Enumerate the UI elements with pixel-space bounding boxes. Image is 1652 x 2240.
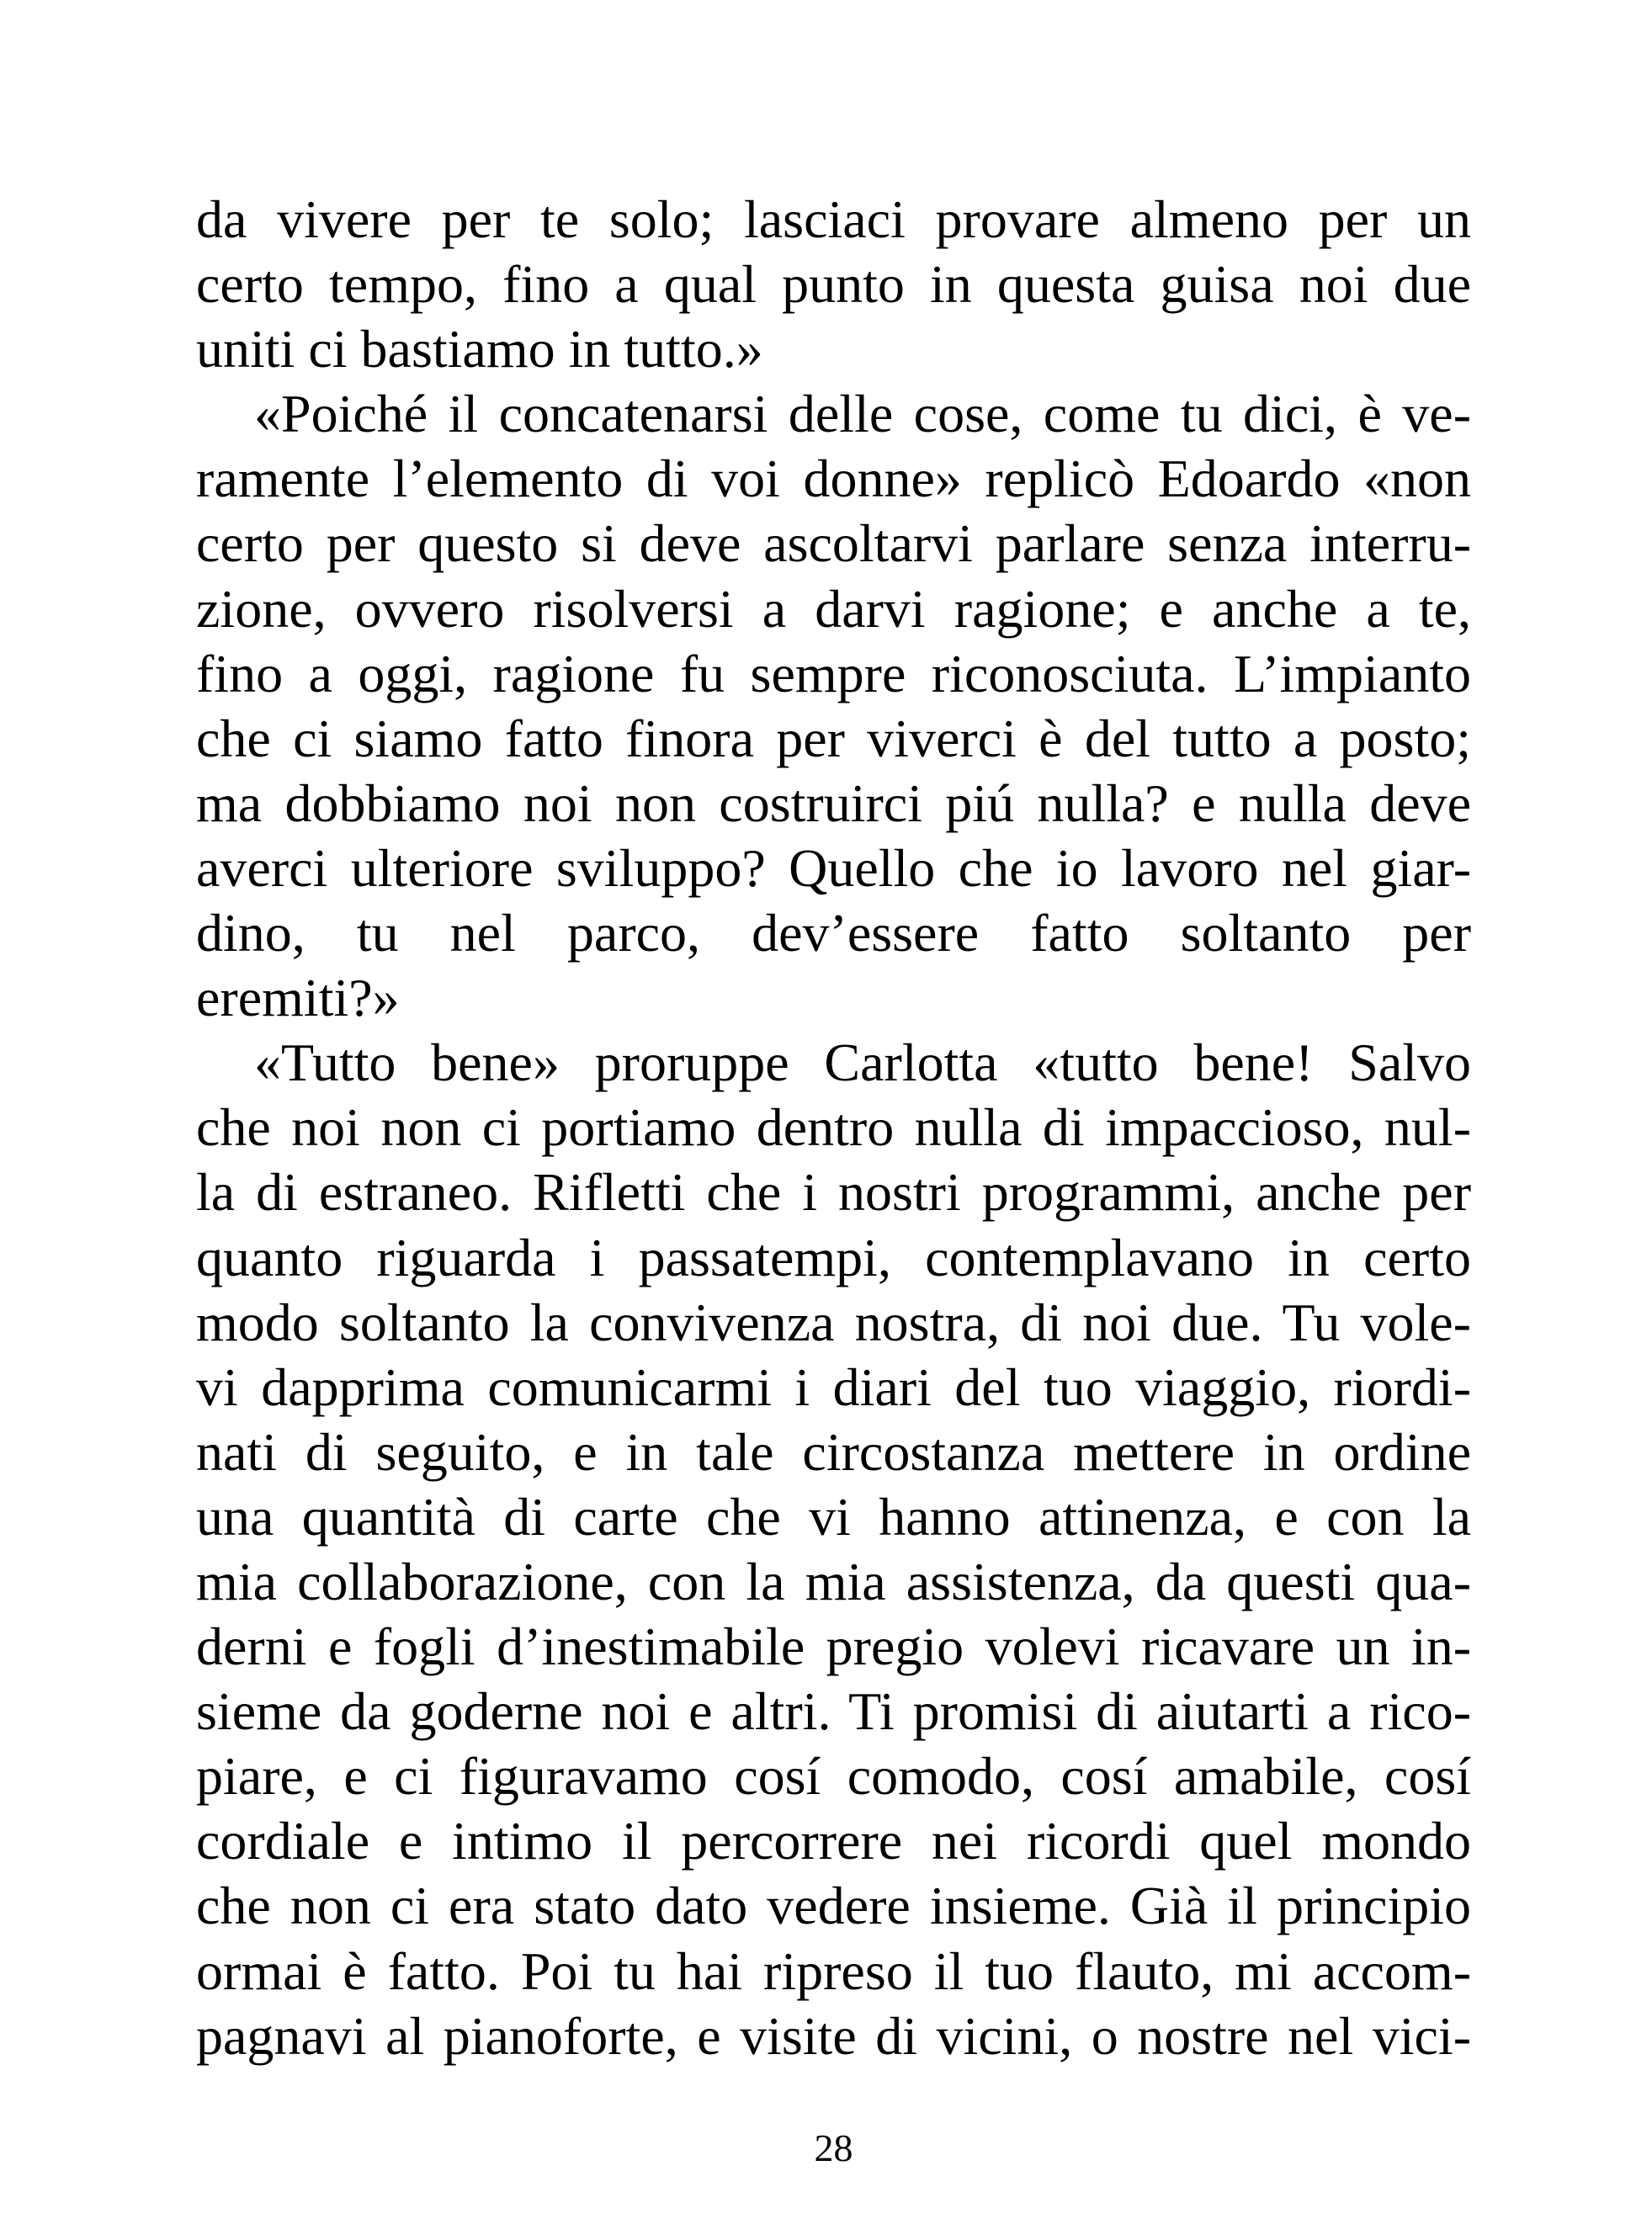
text-line: eremiti?»	[196, 968, 400, 1028]
text-line: certo tempo, fino a qual punto in questa guisa noi due	[196, 254, 1471, 315]
text-line: mia collaborazione, con la mia assistenza, da questi qua-	[196, 1551, 1471, 1611]
text-line: pagnavi al pianoforte, e visite di vicini, o nostre nel vici-	[196, 2005, 1471, 2066]
text-line: modo soltanto la convivenza nostra, di noi due. Tu vole-	[196, 1292, 1471, 1352]
text-line: piare, e ci figuravamo cosí comodo, cosí amabile, cosí	[196, 1746, 1471, 1807]
text-line: ramente l’elemento di voi donne» replicò Edoardo «non	[196, 449, 1471, 509]
text-line: che noi non ci portiamo dentro nulla di impaccioso, nul-	[196, 1097, 1471, 1158]
text-line: zione, ovvero risolversi a darvi ragione; e anche a te,	[196, 578, 1471, 639]
text-line: cordiale e intimo il percorrere nei ricordi quel mondo	[196, 1811, 1471, 1871]
text-line: da vivere per te solo; lasciaci provare almeno per un	[196, 189, 1471, 249]
text-line: uniti ci bastiamo in tutto.»	[196, 319, 763, 380]
text-line: derni e fogli d’inestimabile pregio volevi ricavare un in-	[196, 1616, 1471, 1677]
text-line: dino, tu nel parco, dev’essere fatto soltanto per	[196, 903, 1471, 963]
paragraph-first-line: «Poiché il concatenarsi delle cose, come tu dici, è ve-	[254, 384, 1471, 444]
text-line: certo per questo si deve ascoltarvi parlare senza interru-	[196, 513, 1471, 574]
text-line: vi dapprima comunicarmi i diari del tuo viaggio, riordi-	[196, 1356, 1471, 1417]
text-line: ormai è fatto. Poi tu hai ripreso il tuo flauto, mi accom-	[196, 1940, 1471, 2001]
text-line: una quantità di carte che vi hanno attinenza, e con la	[196, 1486, 1471, 1547]
text-line: averci ulteriore sviluppo? Quello che io lavoro nel giar-	[196, 837, 1471, 898]
text-line: sieme da goderne noi e altri. Ti promisi di aiutarti a rico-	[196, 1681, 1471, 1742]
text-line: quanto riguarda i passatempi, contemplavano in certo	[196, 1227, 1471, 1287]
page-number: 28	[814, 2126, 853, 2169]
text-line: ma dobbiamo noi non costruirci piú nulla? e nulla deve	[196, 772, 1471, 833]
text-line: nati di seguito, e in tale circostanza mettere in ordine	[196, 1421, 1471, 1482]
text-line: che ci siamo fatto finora per viverci è del tutto a posto;	[196, 708, 1471, 768]
text-line: che non ci era stato dato vedere insieme. Già il principio	[196, 1876, 1471, 1936]
text-line: fino a oggi, ragione fu sempre riconosciuta. L’impianto	[196, 643, 1471, 703]
text-line: la di estraneo. Rifletti che i nostri programmi, anche per	[196, 1162, 1471, 1223]
paragraph-first-line: «Tutto bene» proruppe Carlotta «tutto bene! Salvo	[254, 1032, 1471, 1093]
body-text	[196, 187, 1471, 2068]
